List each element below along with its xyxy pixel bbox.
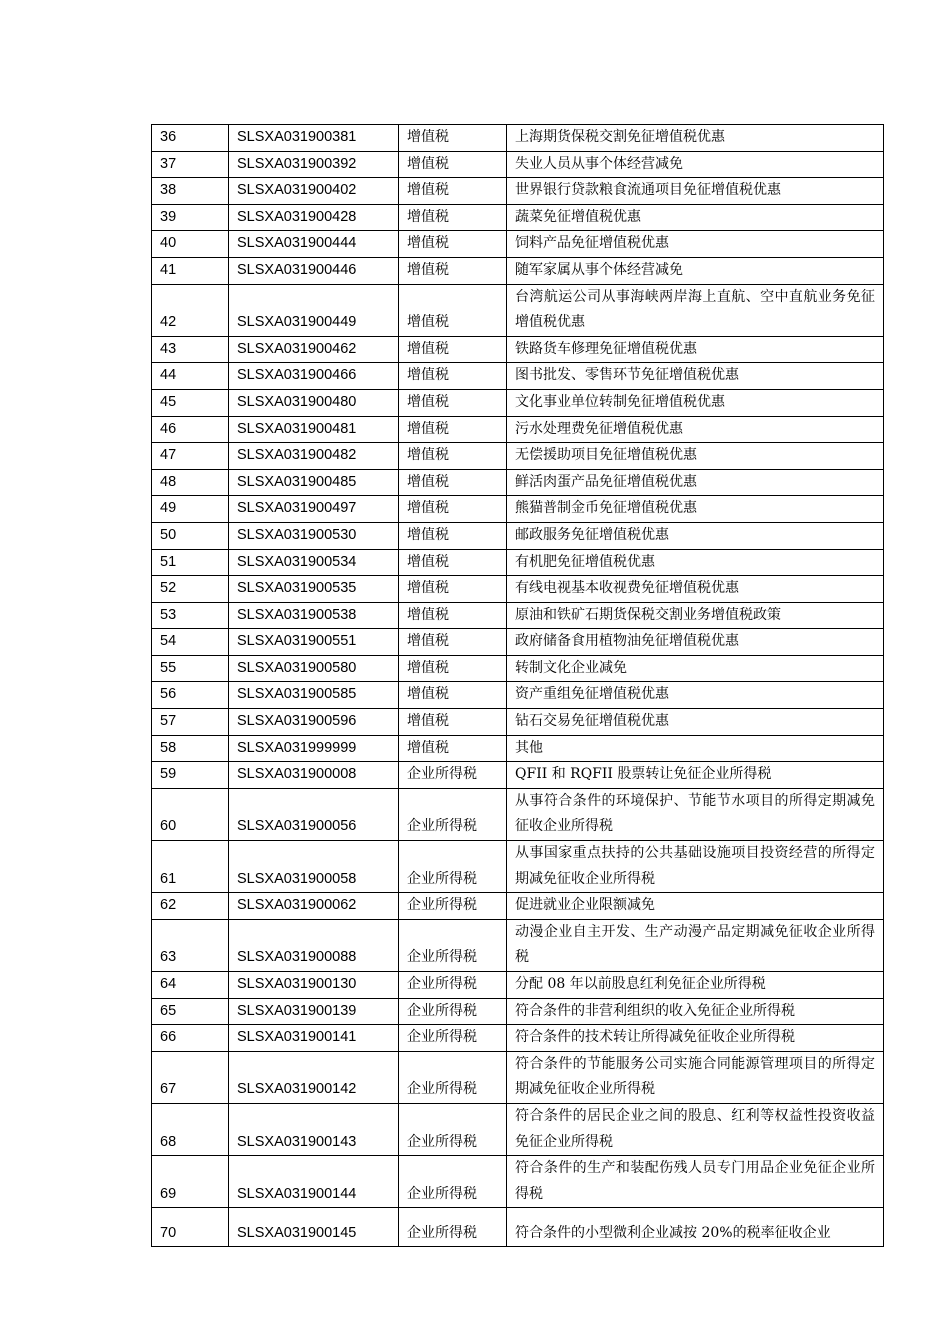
item-code-cell: SLSXA031900551 xyxy=(229,629,399,656)
row-number-cell: 47 xyxy=(152,443,229,470)
row-number-cell: 50 xyxy=(152,522,229,549)
item-code-cell: SLSXA031900381 xyxy=(229,125,399,152)
incentive-name-cell: 符合条件的生产和装配伤残人员专门用品企业免征企业所得税 xyxy=(507,1156,884,1208)
tax-category-cell: 企业所得税 xyxy=(399,788,507,840)
tax-category-cell: 增值税 xyxy=(399,469,507,496)
table-row xyxy=(152,1103,884,1155)
table-row xyxy=(152,709,884,736)
incentive-name-cell: 符合条件的小型微利企业减按 20%的税率征收企业 xyxy=(507,1208,884,1247)
item-code-cell: SLSXA031900008 xyxy=(229,762,399,789)
incentive-name-cell: 符合条件的节能服务公司实施合同能源管理项目的所得定期减免征收企业所得税 xyxy=(507,1051,884,1103)
tax-category-cell: 企业所得税 xyxy=(399,841,507,893)
table-row xyxy=(152,125,884,152)
tax-category-cell: 增值税 xyxy=(399,178,507,205)
row-number-cell: 53 xyxy=(152,602,229,629)
table-row xyxy=(152,629,884,656)
row-number-cell: 55 xyxy=(152,655,229,682)
item-code-cell: SLSXA031900130 xyxy=(229,972,399,999)
incentive-name-cell: 台湾航运公司从事海峡两岸海上直航、空中直航业务免征增值税优惠 xyxy=(507,284,884,336)
row-number-cell: 59 xyxy=(152,762,229,789)
row-number-cell: 60 xyxy=(152,788,229,840)
tax-category-cell: 增值税 xyxy=(399,284,507,336)
incentive-name-cell: 铁路货车修理免征增值税优惠 xyxy=(507,336,884,363)
tax-category-cell: 增值税 xyxy=(399,416,507,443)
incentive-name-cell: 有机肥免征增值税优惠 xyxy=(507,549,884,576)
item-code-cell: SLSXA031900534 xyxy=(229,549,399,576)
incentive-name-cell: 图书批发、零售环节免征增值税优惠 xyxy=(507,363,884,390)
item-code-cell: SLSXA031900449 xyxy=(229,284,399,336)
row-number-cell: 46 xyxy=(152,416,229,443)
tax-category-cell: 企业所得税 xyxy=(399,1156,507,1208)
item-code-cell: SLSXA031900538 xyxy=(229,602,399,629)
row-number-cell: 70 xyxy=(152,1208,229,1247)
incentive-name-cell: 熊猫普制金币免征增值税优惠 xyxy=(507,496,884,523)
row-number-cell: 51 xyxy=(152,549,229,576)
table-row xyxy=(152,682,884,709)
row-number-cell: 57 xyxy=(152,709,229,736)
row-number-cell: 62 xyxy=(152,893,229,920)
incentive-name-cell: 原油和铁矿石期货保税交割业务增值税政策 xyxy=(507,602,884,629)
row-number-cell: 56 xyxy=(152,682,229,709)
item-code-cell: SLSXA031900062 xyxy=(229,893,399,920)
row-number-cell: 68 xyxy=(152,1103,229,1155)
incentive-name-cell: 上海期货保税交割免征增值税优惠 xyxy=(507,125,884,152)
item-code-cell: SLSXA031900392 xyxy=(229,151,399,178)
item-code-cell: SLSXA031900145 xyxy=(229,1208,399,1247)
item-code-cell: SLSXA031900480 xyxy=(229,389,399,416)
row-number-cell: 44 xyxy=(152,363,229,390)
row-number-cell: 40 xyxy=(152,231,229,258)
incentive-name-cell: 蔬菜免征增值税优惠 xyxy=(507,204,884,231)
tax-category-cell: 增值税 xyxy=(399,522,507,549)
tax-category-cell: 企业所得税 xyxy=(399,893,507,920)
incentive-name-cell: 饲料产品免征增值税优惠 xyxy=(507,231,884,258)
tax-category-cell: 增值税 xyxy=(399,735,507,762)
tax-category-cell: 增值税 xyxy=(399,576,507,603)
tax-category-cell: 企业所得税 xyxy=(399,919,507,971)
row-number-cell: 41 xyxy=(152,257,229,284)
incentive-name-cell: 从事符合条件的环境保护、节能节水项目的所得定期减免征收企业所得税 xyxy=(507,788,884,840)
tax-category-cell: 增值税 xyxy=(399,336,507,363)
row-number-cell: 67 xyxy=(152,1051,229,1103)
tax-category-cell: 增值税 xyxy=(399,655,507,682)
tax-category-cell: 企业所得税 xyxy=(399,1025,507,1052)
row-number-cell: 45 xyxy=(152,389,229,416)
table-row xyxy=(152,496,884,523)
table-row xyxy=(152,602,884,629)
tax-incentive-table xyxy=(151,124,884,1247)
tax-category-cell: 增值税 xyxy=(399,257,507,284)
tax-category-cell: 增值税 xyxy=(399,389,507,416)
item-code-cell: SLSXA031900530 xyxy=(229,522,399,549)
table-row xyxy=(152,363,884,390)
tax-category-cell: 增值税 xyxy=(399,151,507,178)
tax-category-cell: 增值税 xyxy=(399,629,507,656)
row-number-cell: 52 xyxy=(152,576,229,603)
row-number-cell: 36 xyxy=(152,125,229,152)
row-number-cell: 69 xyxy=(152,1156,229,1208)
tax-category-cell: 增值税 xyxy=(399,709,507,736)
incentive-name-cell: 资产重组免征增值税优惠 xyxy=(507,682,884,709)
tax-category-cell: 企业所得税 xyxy=(399,998,507,1025)
incentive-name-cell: QFII 和 RQFII 股票转让免征企业所得税 xyxy=(507,762,884,789)
table-row xyxy=(152,735,884,762)
incentive-name-cell: 文化事业单位转制免征增值税优惠 xyxy=(507,389,884,416)
item-code-cell: SLSXA031900485 xyxy=(229,469,399,496)
row-number-cell: 38 xyxy=(152,178,229,205)
item-code-cell: SLSXA031900462 xyxy=(229,336,399,363)
tax-category-cell: 企业所得税 xyxy=(399,1208,507,1247)
item-code-cell: SLSXA031900481 xyxy=(229,416,399,443)
table-row xyxy=(152,1051,884,1103)
tax-category-cell: 增值税 xyxy=(399,443,507,470)
table-row xyxy=(152,1025,884,1052)
tax-category-cell: 企业所得税 xyxy=(399,1103,507,1155)
tax-category-cell: 增值税 xyxy=(399,204,507,231)
incentive-name-cell: 邮政服务免征增值税优惠 xyxy=(507,522,884,549)
item-code-cell: SLSXA031900535 xyxy=(229,576,399,603)
tax-category-cell: 企业所得税 xyxy=(399,762,507,789)
table-row xyxy=(152,893,884,920)
tax-category-cell: 增值税 xyxy=(399,363,507,390)
table-row xyxy=(152,576,884,603)
table-row xyxy=(152,522,884,549)
item-code-cell: SLSXA031900428 xyxy=(229,204,399,231)
incentive-name-cell: 随军家属从事个体经营减免 xyxy=(507,257,884,284)
row-number-cell: 54 xyxy=(152,629,229,656)
tax-category-cell: 增值税 xyxy=(399,125,507,152)
row-number-cell: 48 xyxy=(152,469,229,496)
row-number-cell: 66 xyxy=(152,1025,229,1052)
item-code-cell: SLSXA031900446 xyxy=(229,257,399,284)
item-code-cell: SLSXA031900482 xyxy=(229,443,399,470)
table-row xyxy=(152,178,884,205)
incentive-name-cell: 符合条件的非营利组织的收入免征企业所得税 xyxy=(507,998,884,1025)
row-number-cell: 58 xyxy=(152,735,229,762)
item-code-cell: SLSXA031900580 xyxy=(229,655,399,682)
table-body xyxy=(152,125,884,1247)
table-row xyxy=(152,998,884,1025)
item-code-cell: SLSXA031900139 xyxy=(229,998,399,1025)
row-number-cell: 61 xyxy=(152,841,229,893)
item-code-cell: SLSXA031900402 xyxy=(229,178,399,205)
table-row xyxy=(152,469,884,496)
row-number-cell: 42 xyxy=(152,284,229,336)
item-code-cell: SLSXA031900141 xyxy=(229,1025,399,1052)
table-row xyxy=(152,336,884,363)
table-row xyxy=(152,549,884,576)
tax-category-cell: 增值税 xyxy=(399,682,507,709)
table-row xyxy=(152,1208,884,1247)
table-row xyxy=(152,1156,884,1208)
item-code-cell: SLSXA031900056 xyxy=(229,788,399,840)
item-code-cell: SLSXA031900596 xyxy=(229,709,399,736)
item-code-cell: SLSXA031900444 xyxy=(229,231,399,258)
table-row xyxy=(152,231,884,258)
item-code-cell: SLSXA031900142 xyxy=(229,1051,399,1103)
table-row xyxy=(152,788,884,840)
incentive-name-cell: 其他 xyxy=(507,735,884,762)
incentive-name-cell: 促进就业企业限额减免 xyxy=(507,893,884,920)
incentive-name-cell: 政府储备食用植物油免征增值税优惠 xyxy=(507,629,884,656)
row-number-cell: 63 xyxy=(152,919,229,971)
row-number-cell: 43 xyxy=(152,336,229,363)
table-row xyxy=(152,655,884,682)
item-code-cell: SLSXA031900144 xyxy=(229,1156,399,1208)
item-code-cell: SLSXA031900466 xyxy=(229,363,399,390)
tax-category-cell: 增值税 xyxy=(399,602,507,629)
table-row xyxy=(152,389,884,416)
table-row xyxy=(152,919,884,971)
table-row xyxy=(152,762,884,789)
incentive-name-cell: 世界银行贷款粮食流通项目免征增值税优惠 xyxy=(507,178,884,205)
tax-category-cell: 增值税 xyxy=(399,496,507,523)
table-row xyxy=(152,416,884,443)
tax-category-cell: 企业所得税 xyxy=(399,1051,507,1103)
row-number-cell: 37 xyxy=(152,151,229,178)
table-row xyxy=(152,284,884,336)
item-code-cell: SLSXA031900585 xyxy=(229,682,399,709)
table-row xyxy=(152,257,884,284)
incentive-name-cell: 失业人员从事个体经营减免 xyxy=(507,151,884,178)
incentive-name-cell: 钻石交易免征增值税优惠 xyxy=(507,709,884,736)
item-code-cell: SLSXA031999999 xyxy=(229,735,399,762)
tax-category-cell: 增值税 xyxy=(399,231,507,258)
incentive-name-cell: 动漫企业自主开发、生产动漫产品定期减免征收企业所得税 xyxy=(507,919,884,971)
incentive-name-cell: 鲜活肉蛋产品免征增值税优惠 xyxy=(507,469,884,496)
incentive-name-cell: 符合条件的居民企业之间的股息、红利等权益性投资收益免征企业所得税 xyxy=(507,1103,884,1155)
row-number-cell: 65 xyxy=(152,998,229,1025)
row-number-cell: 49 xyxy=(152,496,229,523)
table-row xyxy=(152,841,884,893)
incentive-name-cell: 从事国家重点扶持的公共基础设施项目投资经营的所得定期减免征收企业所得税 xyxy=(507,841,884,893)
incentive-name-cell: 污水处理费免征增值税优惠 xyxy=(507,416,884,443)
tax-category-cell: 增值税 xyxy=(399,549,507,576)
table-row xyxy=(152,151,884,178)
row-number-cell: 64 xyxy=(152,972,229,999)
incentive-name-cell: 分配 08 年以前股息红利免征企业所得税 xyxy=(507,972,884,999)
table-row xyxy=(152,972,884,999)
table-row xyxy=(152,204,884,231)
item-code-cell: SLSXA031900058 xyxy=(229,841,399,893)
incentive-name-cell: 无偿援助项目免征增值税优惠 xyxy=(507,443,884,470)
incentive-name-cell: 符合条件的技术转让所得减免征收企业所得税 xyxy=(507,1025,884,1052)
incentive-name-cell: 转制文化企业减免 xyxy=(507,655,884,682)
table-row xyxy=(152,443,884,470)
item-code-cell: SLSXA031900088 xyxy=(229,919,399,971)
row-number-cell: 39 xyxy=(152,204,229,231)
tax-category-cell: 企业所得税 xyxy=(399,972,507,999)
item-code-cell: SLSXA031900143 xyxy=(229,1103,399,1155)
incentive-name-cell: 有线电视基本收视费免征增值税优惠 xyxy=(507,576,884,603)
item-code-cell: SLSXA031900497 xyxy=(229,496,399,523)
